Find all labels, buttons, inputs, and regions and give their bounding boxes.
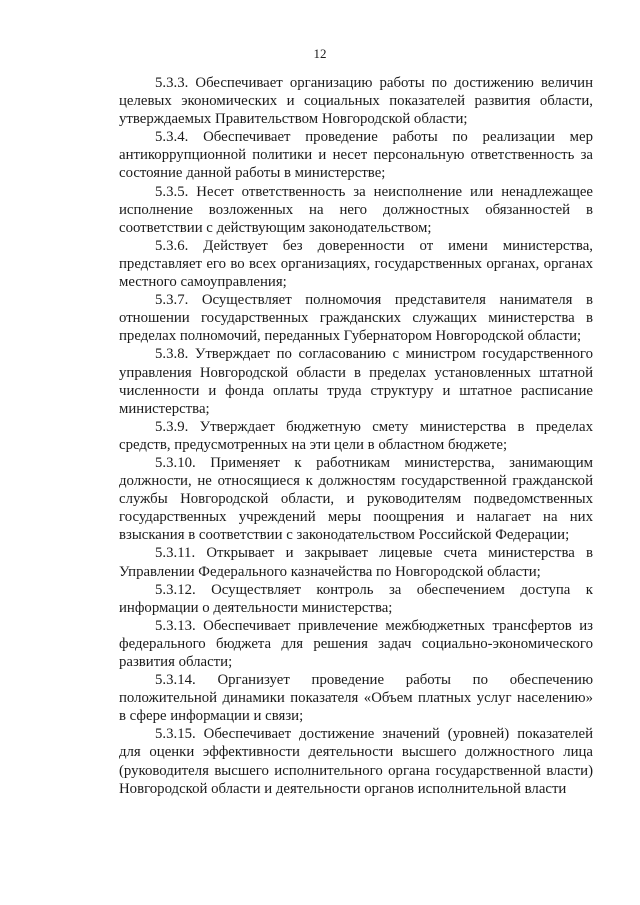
paragraph-5-3-10: 5.3.10. Применяет к работникам министерства, занимающим должности, не относящиеся к должностям государственной гражданской службы Новгородской области, и руководителям подведомственных государственных учреждений меры поощрения и налагает на них взыскания в соответствии с законодательством Российской Федерации; bbox=[119, 454, 593, 544]
paragraph-5-3-3: 5.3.3. Обеспечивает организацию работы по достижению величин целевых экономических и социальных показателей развития области, утверждаемых Правительством Новгородской области; bbox=[119, 75, 593, 128]
page-number: 12 bbox=[313, 46, 327, 61]
document-body bbox=[119, 74, 593, 798]
paragraph-5-3-6: 5.3.6. Действует без доверенности от имени министерства, представляет его во всех организациях, государственных органах, органах местного самоуправления; bbox=[119, 237, 593, 291]
paragraph-5-3-9: 5.3.9. Утверждает бюджетную смету министерства в пределах средств, предусмотренных на эти цели в областном бюджете; bbox=[119, 418, 593, 453]
paragraph-5-3-8: 5.3.8. Утверждает по согласованию с министром государственного управления Новгородской области в пределах установленных штатной численности и фонда оплаты труда структуру и штатное расписание министерства; bbox=[119, 346, 593, 417]
paragraph-5-3-5: 5.3.5. Несет ответственность за неисполнение или ненадлежащее исполнение возложенных на него должностных обязанностей в соответствии с действующим законодательством; bbox=[119, 183, 593, 236]
paragraph-5-3-7: 5.3.7. Осуществляет полномочия представителя нанимателя в отношении государственных гражданских служащих министерства в пределах полномочий, переданных Губернатором Новгородской области; bbox=[119, 292, 593, 345]
paragraph-5-3-11: 5.3.11. Открывает и закрывает лицевые счета министерства в Управлении Федерального казначейства по Новгородской области; bbox=[119, 545, 593, 580]
paragraph-5-3-13: 5.3.13. Обеспечивает привлечение межбюджетных трансфертов из федерального бюджета для решения задач социально-экономического развития области; bbox=[119, 617, 593, 670]
paragraph-5-3-12: 5.3.12. Осуществляет контроль за обеспечением доступа к информации о деятельности министерства; bbox=[119, 581, 593, 616]
paragraph-5-3-14: 5.3.14. Организует проведение работы по обеспечению положительной динамики показателя «Объем платных услуг населению» в сфере информации и связи; bbox=[119, 672, 593, 725]
paragraph-5-3-4: 5.3.4. Обеспечивает проведение работы по реализации мер антикоррупционной политики и несет персональную ответственность за состояние данной работы в министерстве; bbox=[119, 129, 593, 182]
paragraph-5-3-15: 5.3.15. Обеспечивает достижение значений (уровней) показателей для оценки эффективности деятельности высшего должностного лица (руководителя высшего исполнительного органа государственной власти) Новгородской области и деятельности органов исполнительной власти bbox=[119, 726, 593, 797]
